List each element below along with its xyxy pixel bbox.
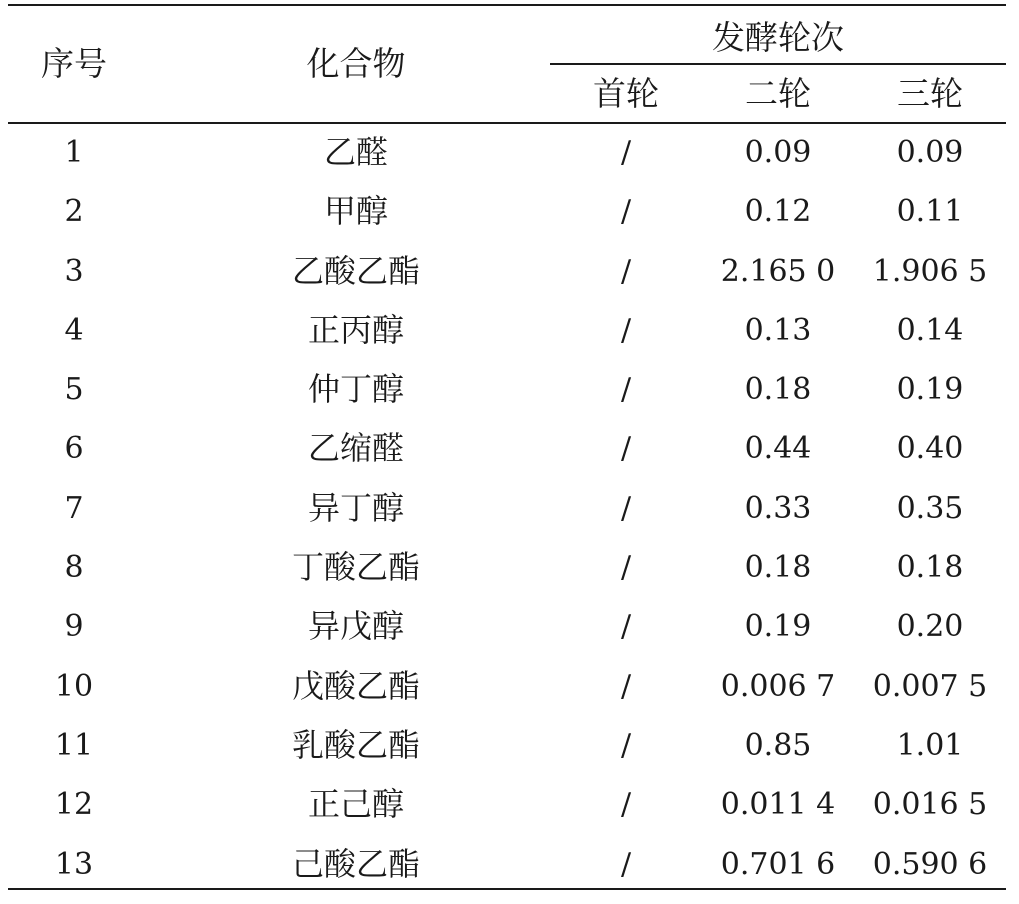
cell-round-3: 0.11 — [896, 194, 964, 230]
cell-serial-number: 1 — [64, 135, 84, 170]
cell-round-1: / — [620, 609, 632, 645]
cell-round-2: 0.18 — [744, 372, 812, 408]
cell-round-3: 1.906 5 — [872, 253, 988, 289]
table-row — [8, 775, 1006, 834]
cell-serial-number: 6 — [64, 431, 84, 467]
cell-round-1: / — [620, 668, 632, 704]
cell-round-1: / — [620, 194, 632, 230]
table-row — [8, 419, 1006, 478]
cell-round-2: 0.12 — [744, 194, 812, 230]
table-bottom-rule — [8, 888, 1006, 890]
cell-compound: 乙醛 — [323, 133, 388, 171]
cell-round-2: 2.165 0 — [720, 253, 836, 289]
cell-compound: 乙缩醛 — [307, 429, 404, 468]
cell-round-1: / — [620, 135, 632, 170]
cell-round-3: 0.007 5 — [872, 668, 988, 704]
cell-compound: 正丙醇 — [307, 310, 404, 349]
cell-serial-number: 2 — [64, 194, 84, 230]
cell-compound: 异丁醇 — [307, 488, 404, 527]
cell-round-1: / — [620, 372, 632, 408]
cell-serial-number: 7 — [64, 490, 84, 526]
cell-round-3: 0.40 — [896, 431, 964, 467]
cell-round-1: / — [620, 312, 632, 348]
cell-serial-number: 11 — [54, 727, 94, 763]
cell-round-1: / — [620, 787, 632, 823]
cell-round-1: / — [620, 490, 632, 526]
header-round-2: 二轮 — [745, 74, 811, 113]
cell-round-3: 0.19 — [896, 372, 964, 408]
cell-compound: 己酸乙酯 — [291, 844, 420, 883]
header-serial-number: 序号 — [41, 44, 107, 83]
table-row — [8, 835, 1006, 894]
cell-round-3: 0.20 — [896, 609, 964, 645]
cell-serial-number: 12 — [54, 787, 94, 823]
cell-round-1: / — [620, 431, 632, 467]
table-row — [8, 123, 1006, 182]
cell-round-2: 0.011 4 — [720, 787, 836, 823]
cell-round-3: 0.35 — [896, 490, 964, 526]
cell-round-2: 0.18 — [744, 550, 812, 586]
cell-compound: 戊酸乙酯 — [291, 666, 420, 705]
cell-round-2: 0.19 — [744, 609, 812, 645]
table-top-rule — [8, 4, 1006, 6]
cell-round-1: / — [620, 846, 632, 882]
table-row — [8, 182, 1006, 241]
cell-round-1: / — [620, 550, 632, 586]
cell-serial-number: 8 — [64, 550, 84, 586]
cell-serial-number: 3 — [64, 253, 84, 289]
cell-compound: 甲醇 — [323, 192, 388, 231]
cell-round-2: 0.09 — [744, 135, 812, 170]
cell-compound: 仲丁醇 — [307, 370, 404, 409]
cell-round-3: 0.016 5 — [872, 787, 988, 823]
cell-serial-number: 10 — [54, 668, 94, 704]
cell-compound: 异戊醇 — [307, 607, 404, 646]
cell-round-2: 0.44 — [744, 431, 812, 467]
cell-serial-number: 4 — [64, 312, 84, 348]
cell-round-3: 0.18 — [896, 550, 964, 586]
header-round-1: 首轮 — [593, 74, 659, 113]
cell-round-2: 0.85 — [744, 727, 812, 763]
table-row — [8, 657, 1006, 716]
header-round-3: 三轮 — [897, 74, 963, 113]
cell-compound: 正己醇 — [307, 785, 404, 824]
cell-serial-number: 9 — [64, 609, 84, 645]
cell-compound: 乙酸乙酯 — [291, 251, 420, 290]
header-fermentation-round: 发酵轮次 — [712, 18, 844, 57]
cell-round-1: / — [620, 727, 632, 763]
table-row — [8, 597, 1006, 656]
table-row — [8, 716, 1006, 775]
cell-round-2: 0.13 — [744, 312, 812, 348]
table-row — [8, 360, 1006, 419]
cell-round-3: 1.01 — [896, 727, 964, 763]
cell-round-2: 0.33 — [744, 490, 812, 526]
cell-round-2: 0.701 6 — [720, 846, 836, 882]
table-row — [8, 538, 1006, 597]
cell-compound: 乳酸乙酯 — [291, 725, 420, 764]
group-header-rule — [550, 63, 1006, 65]
table-row — [8, 301, 1006, 360]
cell-serial-number: 5 — [64, 372, 84, 408]
cell-round-1: / — [620, 253, 632, 289]
cell-compound: 丁酸乙酯 — [291, 548, 420, 587]
cell-serial-number: 13 — [54, 846, 94, 882]
table-row — [8, 242, 1006, 301]
cell-round-3: 0.590 6 — [872, 846, 988, 882]
table-body — [8, 123, 1006, 894]
cell-round-3: 0.14 — [896, 312, 964, 348]
cell-round-2: 0.006 7 — [720, 668, 836, 704]
cell-round-3: 0.09 — [896, 135, 964, 170]
table-row — [8, 479, 1006, 538]
data-table — [8, 4, 1006, 892]
header-compound: 化合物 — [306, 44, 406, 83]
